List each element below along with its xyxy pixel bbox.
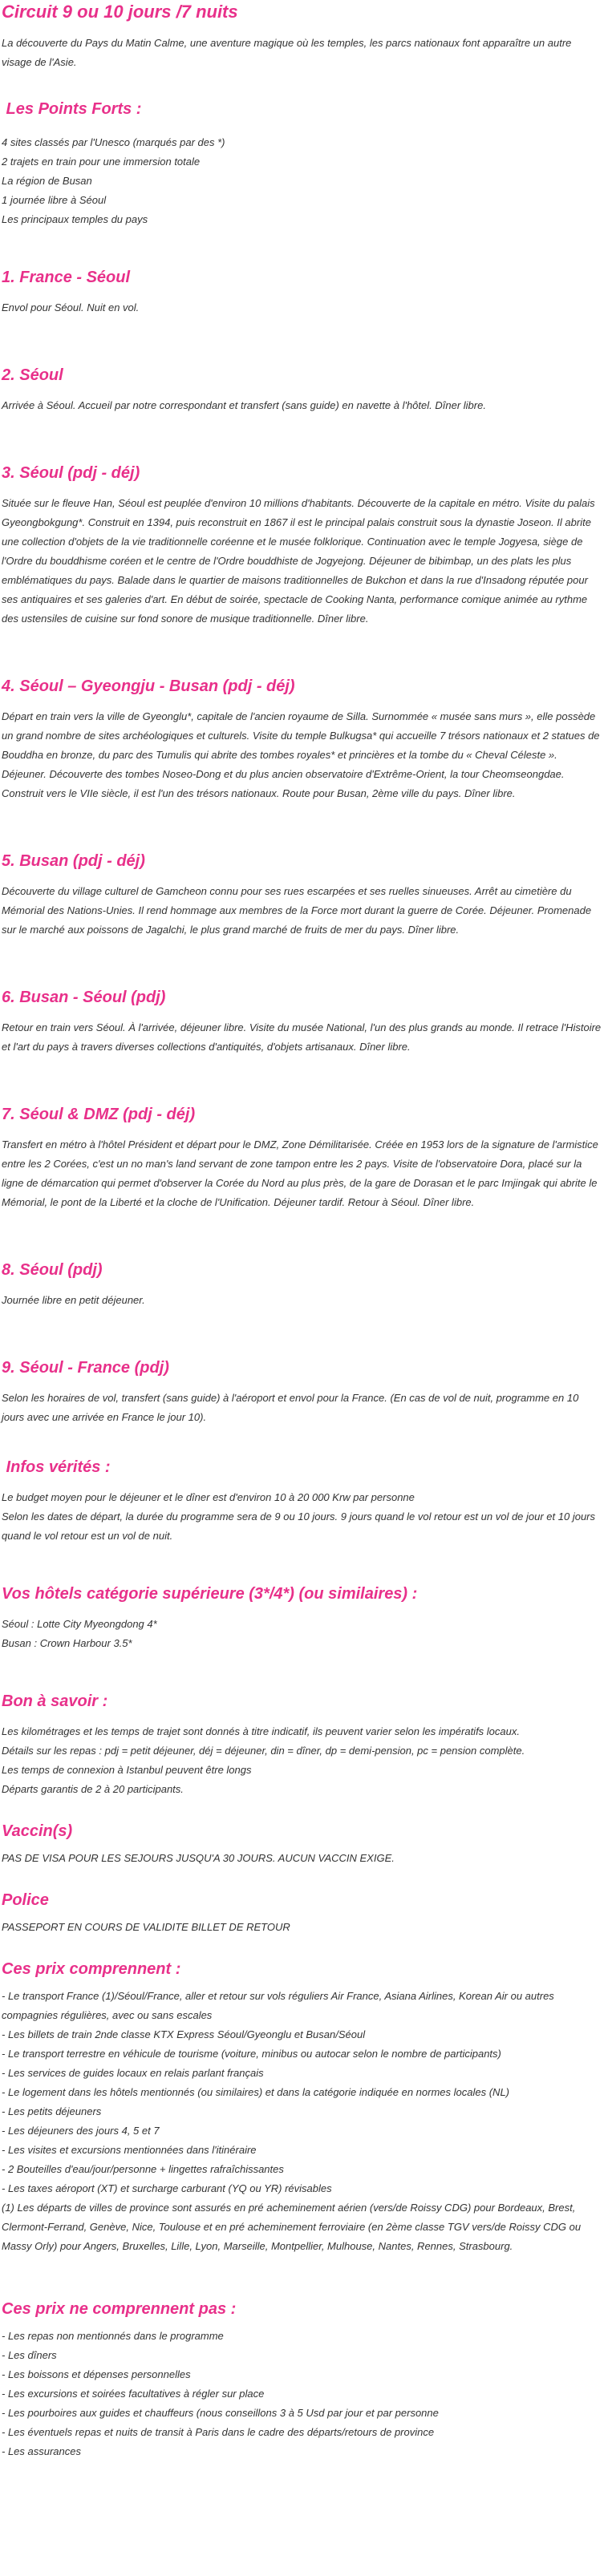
hotel-item: Busan : Crown Harbour 3.5*	[2, 1637, 132, 1649]
day-4-title: 4. Séoul – Gyeongju - Busan (pdj - déj)	[2, 677, 295, 695]
list-item: - Les assurances	[2, 2445, 81, 2457]
day-5-title: 5. Busan (pdj - déj)	[2, 852, 145, 870]
infos-item: Selon les dates de départ, la durée du programme sera de 9 ou 10 jours. 9 jours quand le vol retour est un vol de jour et 10 jours quand le vol retour est un vol de nuit.	[2, 1510, 596, 1542]
points-forts-heading: Les Points Forts :	[2, 100, 142, 118]
list-item: Départs garantis de 2 à 20 participants.	[2, 1783, 184, 1795]
day-7-text: Transfert en métro à l'hôtel Président et départ pour le DMZ, Zone Démilitarisée. Créée en 1953 lors de la signature de l'armistice entre les 2 Corées, c'est un no man's land servant de zone tampon entre les 2 pays. Visite de l'observatoire Dora, placé sur la ligne de démarcation qui permet d'observer la Corée du Nord au plus près, de la gare de Dorasan et le parc Imjingak qui abrite le Mémorial, le pont de la Liberté et la cloche de l'Unification. Déjeuner tardif. Retour à Séoul. Dîner libre.	[2, 1138, 598, 1208]
list-item: - Les déjeuners des jours 4, 5 et 7	[2, 2125, 160, 2137]
comprennent-list	[2, 1987, 603, 2256]
hotel-item: Séoul : Lotte City Myeongdong 4*	[2, 1618, 157, 1630]
day-3-title: 3. Séoul (pdj - déj)	[2, 464, 140, 482]
list-item: - Les visites et excursions mentionnées dans l'itinéraire	[2, 2144, 257, 2156]
day-4-text: Départ en train vers la ville de Gyeonglu*, capitale de l'ancien royaume de Silla. Surnommée « musée sans murs », elle possède un grand nombre de sites archéologiques et culturels. Visite du temple Bulkugsa* qui accueille 7 trésors nationaux et 2 statues de Bouddha en bronze, du parc des Tumulis qui abrite des tombes royales* et princières et la tombe du « Cheval Céleste ». Déjeuner. Découverte des tombes Noseo-Dong et du plus ancien observatoire d'Extrême-Orient, la tour Cheomseongdae. Construit vers le VIIe siècle, il est l'un des trésors nationaux. Route pour Busan, 2ème ville du pays. Dîner libre.	[2, 710, 600, 799]
list-item: - Le transport France (1)/Séoul/France, aller et retour sur vols réguliers Air France, Asiana Airlines, Korean Air ou autres compagnies régulières, avec ou sans escales	[2, 1990, 554, 2021]
intro-text: La découverte du Pays du Matin Calme, une aventure magique où les temples, les parcs nationaux font apparaître un autre visage de l'Asie.	[2, 37, 572, 68]
list-item: - Les billets de train 2nde classe KTX Express Séoul/Gyeonglu et Busan/Séoul	[2, 2028, 366, 2040]
hotels-heading: Vos hôtels catégorie supérieure (3*/4*) (ou similaires) :	[2, 1585, 418, 1603]
infos-heading: Infos vérités :	[2, 1458, 111, 1476]
day-1-text: Envol pour Séoul. Nuit en vol.	[2, 301, 140, 313]
list-item: - Le logement dans les hôtels mentionnés (ou similaires) et dans la catégorie indiquée en normes locales (NL)	[2, 2086, 510, 2098]
day-2-text: Arrivée à Séoul. Accueil par notre correspondant et transfert (sans guide) en navette à l'hôtel. Dîner libre.	[2, 399, 486, 411]
list-item: - Les repas non mentionnés dans le programme	[2, 2330, 224, 2342]
day-8-title: 8. Séoul (pdj)	[2, 1261, 103, 1279]
police-heading: Police	[2, 1891, 49, 1909]
day-9-title: 9. Séoul - France (pdj)	[2, 1359, 169, 1377]
police-text: PASSEPORT EN COURS DE VALIDITE BILLET DE RETOUR	[2, 1921, 290, 1933]
list-item: La région de Busan	[2, 175, 92, 187]
day-7-title: 7. Séoul & DMZ (pdj - déj)	[2, 1106, 196, 1123]
ne-comprennent-heading: Ces prix ne comprennent pas :	[2, 2300, 237, 2318]
day-5-text: Découverte du village culturel de Gamcheon connu pour ses rues escarpées et ses ruelles sinueuses. Arrêt au cimetière du Mémorial des Nations-Unies. Il rend hommage aux membres de la Force mort durant la guerre de Corée. Déjeuner. Promenade sur le marché aux poissons de Jagalchi, le plus grand marché de fruits de mer du pays. Dîner libre.	[2, 885, 592, 936]
list-item: 1 journée libre à Séoul	[2, 194, 107, 206]
list-item: Les principaux temples du pays	[2, 213, 148, 225]
list-item: - Les éventuels repas et nuits de transit à Paris dans le cadre des départs/retours de province	[2, 2426, 435, 2438]
hotels-list	[2, 1615, 603, 1653]
list-item: Les kilométrages et les temps de trajet sont donnés à titre indicatif, ils peuvent varier selon les impératifs locaux.	[2, 1725, 520, 1737]
day-6-text: Retour en train vers Séoul. À l'arrivée, déjeuner libre. Visite du musée National, l'un des plus grands au monde. Il retrace l'Histoire et l'art du pays à travers diverses collections d'antiquités, d'objets artisanaux. Dîner libre.	[2, 1021, 602, 1053]
list-item: Les temps de connexion à Istanbul peuvent être longs	[2, 1764, 252, 1776]
list-item: - Les pourboires aux guides et chauffeurs (nous conseillons 3 à 5 Usd par jour et par personne	[2, 2407, 439, 2419]
list-item: 2 trajets en train pour une immersion totale	[2, 156, 201, 168]
ne-comprennent-list	[2, 2327, 603, 2461]
list-item: - 2 Bouteilles d'eau/jour/personne + lingettes rafraîchissantes	[2, 2163, 284, 2175]
bon-savoir-list	[2, 1722, 603, 1799]
list-item: - Les petits déjeuners	[2, 2105, 102, 2117]
list-item: (1) Les départs de villes de province sont assurés en pré acheminement aérien (vers/de Roissy CDG) pour Bordeaux, Brest, Clermont-Ferrand, Genève, Nice, Toulouse et en pré acheminement ferroviaire (en 2ème classe TGV vers/de Roissy CDG ou Massy Orly) pour Angers, Bruxelles, Lille, Lyon, Marseille, Montpellier, Mulhouse, Nantes, Rennes, Strasbourg.	[2, 2202, 582, 2252]
day-3-text: Située sur le fleuve Han, Séoul est peuplée d'environ 10 millions d'habitants. Découverte de la capitale en métro. Visite du palais Gyeongbokgung*. Construit en 1394, puis reconstruit en 1867 il est le principal palais construit sous la dynastie Joseon. Il abrite une collection d'objets de la vie traditionnelle coréenne et le musée folklorique. Continuation avec le temple Jogyesa, siège de l'Ordre du bouddhisme coréen et le centre de l'Ordre bouddhiste de Jogyejong. Déjeuner de bibimbap, un des plats les plus emblématiques du pays. Balade dans le quartier de maisons traditionnelles de Bukchon et dans la rue d'Insadong réputée pour ses antiquaires et ses galeries d'art. En début de soirée, spectacle de Cooking Nanta, performance comique animée au rythme des ustensiles de cuisine sur fond sonore de musique traditionnelle. Dîner libre.	[2, 497, 595, 625]
list-item: - Les excursions et soirées facultatives à régler sur place	[2, 2388, 265, 2400]
list-item: - Les services de guides locaux en relais parlant français	[2, 2067, 264, 2079]
list-item: - Les dîners	[2, 2349, 57, 2361]
list-item: 4 sites classés par l'Unesco (marqués par des *)	[2, 136, 225, 148]
bon-savoir-heading: Bon à savoir :	[2, 1692, 108, 1710]
list-item: - Les boissons et dépenses personnelles	[2, 2368, 191, 2380]
day-9-text: Selon les horaires de vol, transfert (sans guide) à l'aéroport et envol pour la France. (En cas de vol de nuit, programme en 10 jours avec une arrivée en France le jour 10).	[2, 1392, 579, 1423]
points-forts-list	[2, 133, 603, 229]
list-item: - Le transport terrestre en véhicule de tourisme (voiture, minibus ou autocar selon le nombre de participants)	[2, 2048, 501, 2060]
list-item: Détails sur les repas : pdj = petit déjeuner, déj = déjeuner, din = dîner, dp = demi-pension, pc = pension complète.	[2, 1745, 525, 1757]
comprennent-heading: Ces prix comprennent :	[2, 1960, 181, 1978]
list-item: - Les taxes aéroport (XT) et surcharge carburant (YQ ou YR) révisables	[2, 2182, 332, 2194]
day-8-text: Journée libre en petit déjeuner.	[2, 1294, 145, 1306]
page-title: Circuit 9 ou 10 jours /7 nuits	[2, 2, 238, 22]
vaccin-heading: Vaccin(s)	[2, 1822, 73, 1840]
infos-item: Le budget moyen pour le déjeuner et le dîner est d'environ 10 à 20 000 Krw par personne	[2, 1491, 415, 1503]
day-6-title: 6. Busan - Séoul (pdj)	[2, 989, 166, 1006]
vaccin-text: PAS DE VISA POUR LES SEJOURS JUSQU'A 30 JOURS. AUCUN VACCIN EXIGE.	[2, 1852, 395, 1864]
day-1-title: 1. France - Séoul	[2, 269, 131, 286]
day-2-title: 2. Séoul	[2, 366, 63, 384]
